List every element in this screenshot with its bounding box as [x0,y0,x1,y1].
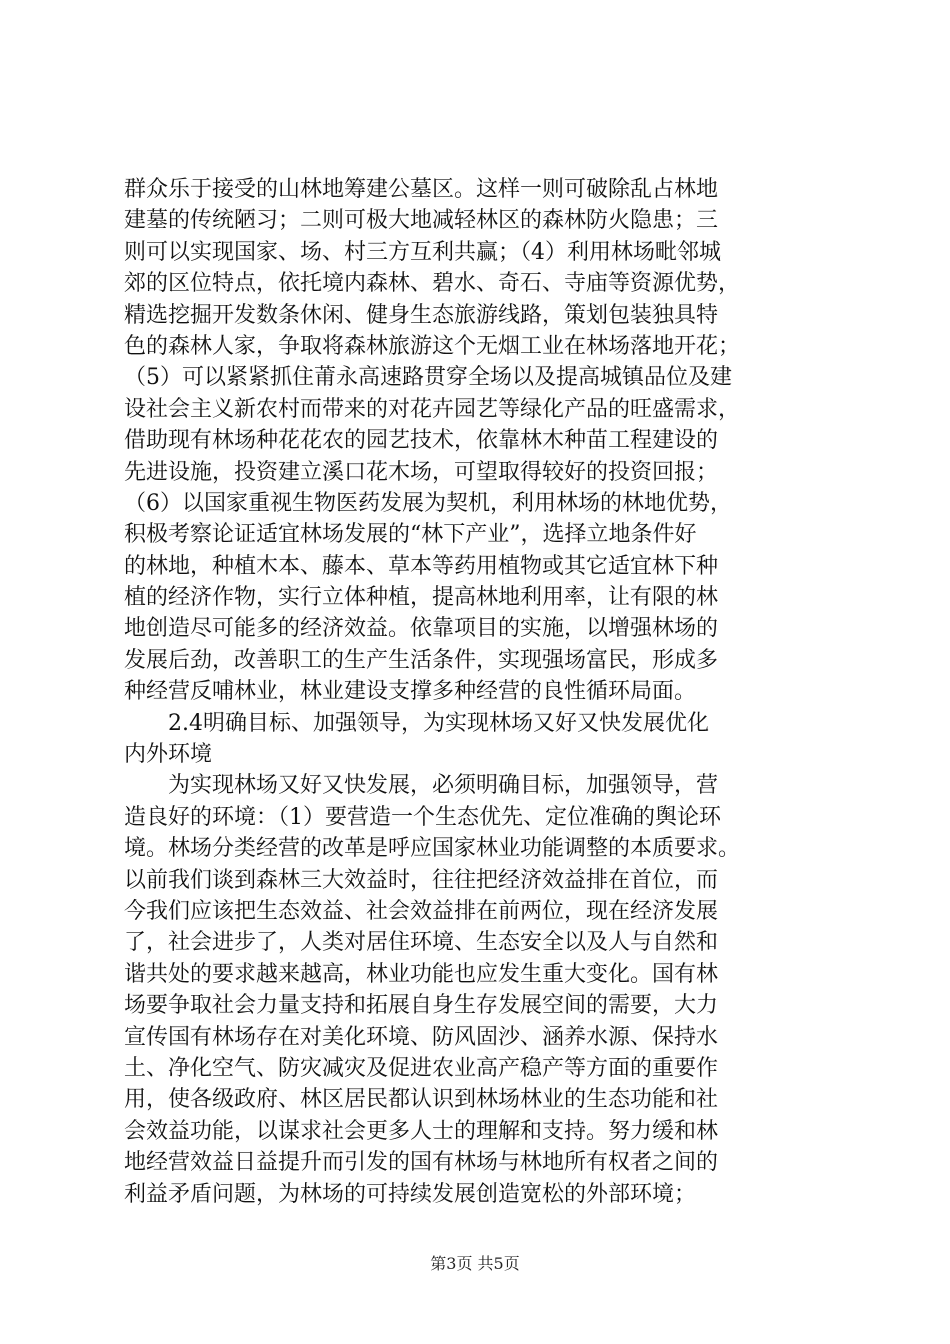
page-number-footer: 第3页 共5页 [430,1254,520,1273]
text-line: 建墓的传统陋习；二则可极大地减轻林区的森林防火隐患；三 [124,208,719,234]
text-line: 利益矛盾问题，为林场的可持续发展创造宽松的外部环境； [124,1181,697,1207]
text-line: 的林地，种植木本、藤本、草本等药用植物或其它适宜林下种 [124,553,719,579]
text-line: （5）可以紧紧抓住莆永高速路贯穿全场以及提高城镇品位及建 [124,365,732,391]
text-line: 土、净化空气、防灾减灾及促进农业高产稳产等方面的重要作 [124,1055,719,1081]
text-line: 地创造尽可能多的经济效益。依靠项目的实施，以增强林场的 [124,616,719,642]
text-line: 设社会主义新农村而带来的对花卉园艺等绿化产品的旺盛需求， [124,396,741,422]
text-line: 造良好的环境：（1）要营造一个生态优先、定位准确的舆论环 [124,804,721,830]
text-line: 境。林场分类经营的改革是呼应国家林业功能调整的本质要求。 [124,836,741,862]
text-line: 郊的区位特点，依托境内森林、碧水、奇石、寺庙等资源优势， [124,271,741,297]
text-line: 群众乐于接受的山林地筹建公墓区。这样一则可破除乱占林地 [124,177,719,202]
text-line: 谐共处的要求越来越高，林业功能也应发生重大变化。国有林 [124,961,719,987]
text-line: 用，使各级政府、林区居民都认识到林场林业的生态功能和社 [124,1087,719,1113]
text-line: 场要争取社会力量支持和拓展自身生存发展空间的需要，大力 [124,993,719,1019]
text-line: 则可以实现国家、场、村三方互利共赢；（4）利用林场毗邻城 [124,239,721,265]
text-line: 今我们应该把生态效益、社会效益排在前两位，现在经济发展 [124,898,719,924]
text-line: 会效益功能，以谋求社会更多人士的理解和支持。努力缓和林 [124,1118,719,1144]
text-line: 色的森林人家，争取将森林旅游这个无烟工业在林场落地开花； [124,333,741,359]
text-line: 先进设施，投资建立溪口花木场，可望取得较好的投资回报； [124,459,719,485]
text-line: 以前我们谈到森林三大效益时，往往把经济效益排在首位，而 [124,867,719,893]
text-line: 植的经济作物，实行立体种植，提高林地利用率，让有限的林 [124,585,719,611]
section-heading: 2.4明确目标、加强领导，为实现林场又好又快发展优化 [168,710,709,736]
text-line: （6）以国家重视生物医药发展为契机，利用林场的林地优势， [124,490,732,516]
text-line: 积极考察论证适宜林场发展的“林下产业”，选择立地条件好 [124,522,697,548]
section-heading-continued: 内外环境 [124,742,213,768]
body-text [124,174,828,1210]
text-line: 为实现林场又好又快发展，必须明确目标，加强领导，营 [168,773,719,799]
text-line: 地经营效益日益提升而引发的国有林场与林地所有权者之间的 [124,1150,719,1176]
text-line: 了，社会进步了，人类对居住环境、生态安全以及人与自然和 [124,930,719,956]
text-line: 宣传国有林场存在对美化环境、防风固沙、涵养水源、保持水 [124,1024,719,1050]
text-line: 种经营反哺林业，林业建设支撑多种经营的良性循环局面。 [124,679,697,705]
text-line: 发展后劲，改善职工的生产生活条件，实现强场富民，形成多 [124,647,719,673]
text-line: 精选挖掘开发数条休闲、健身生态旅游线路，策划包装独具特 [124,302,719,328]
text-line: 借助现有林场种花花农的园艺技术，依靠林木种苗工程建设的 [124,428,719,454]
